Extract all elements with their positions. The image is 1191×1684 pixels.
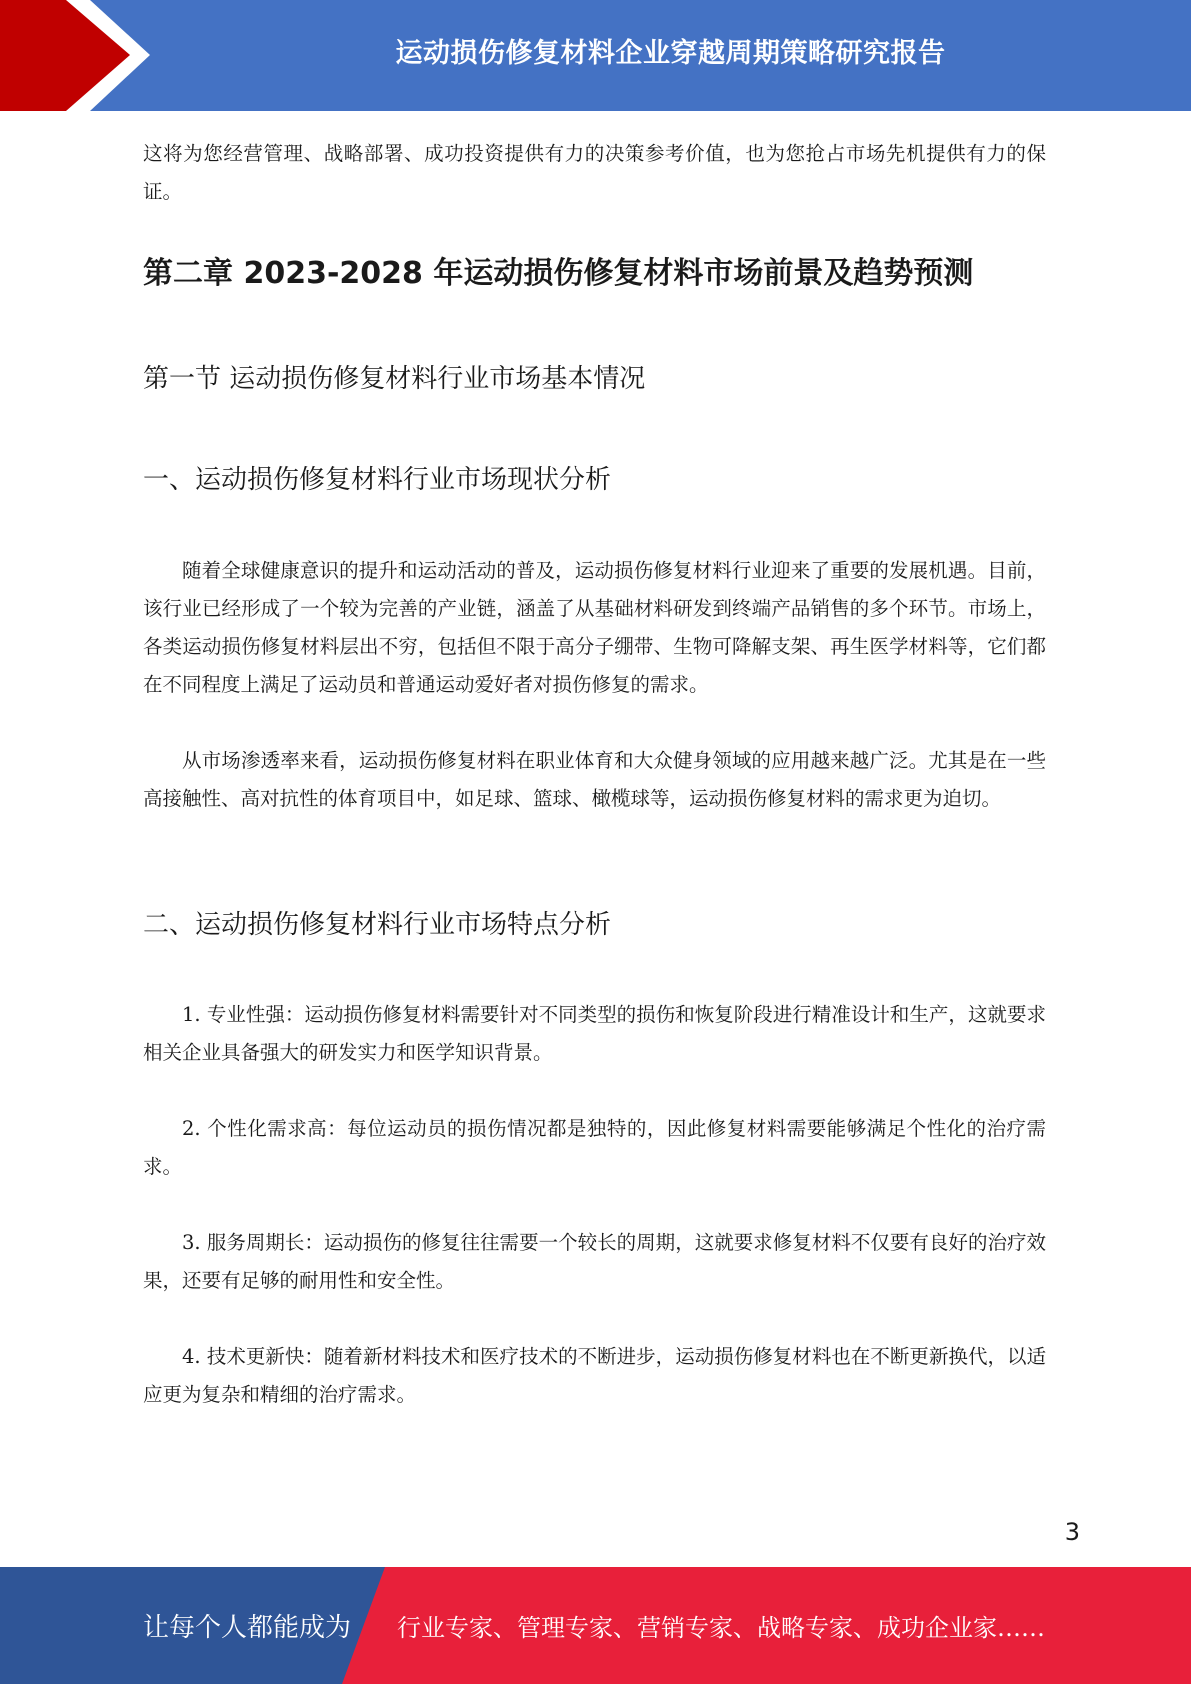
subsection-heading-features: 二、运动损伤修复材料行业市场特点分析	[143, 910, 612, 940]
report-title: 运动损伤修复材料企业穿越周期策略研究报告	[395, 37, 946, 69]
list-item-professional: 1. 专业性强：运动损伤修复材料需要针对不同类型的损伤和恢复阶段进行精准设计和生产，这就要求相关企业具备强大的研发实力和医学知识背景。	[143, 1003, 1046, 1064]
subsection-heading-status: 一、运动损伤修复材料行业市场现状分析	[143, 465, 612, 495]
chapter-heading: 第二章 2023-2028 年运动损伤修复材料市场前景及趋势预测	[143, 256, 974, 291]
intro-paragraph: 这将为您经营管理、战略部署、成功投资提供有力的决策参考价值，也为您抢占市场先机提供有力的保证。	[143, 142, 1046, 203]
page-header	[0, 0, 1191, 111]
header-chevron-decoration	[0, 0, 160, 111]
footer-slogan: 让每个人都能成为	[143, 1613, 352, 1643]
list-item-personalized: 2. 个性化需求高：每位运动员的损伤情况都是独特的，因此修复材料需要能够满足个性化的治疗需求。	[143, 1117, 1046, 1178]
section-heading: 第一节 运动损伤修复材料行业市场基本情况	[143, 364, 646, 394]
page-number: 3	[1064, 1518, 1080, 1546]
list-item-tech-update: 4. 技术更新快：随着新材料技术和医疗技术的不断进步，运动损伤修复材料也在不断更新换代，以适应更为复杂和精细的治疗需求。	[143, 1345, 1046, 1406]
paragraph-market-penetration: 从市场渗透率来看，运动损伤修复材料在职业体育和大众健身领域的应用越来越广泛。尤其是在一些高接触性、高对抗性的体育项目中，如足球、篮球、橄榄球等，运动损伤修复材料的需求更为迫切。	[143, 749, 1046, 810]
list-item-service-cycle: 3. 服务周期长：运动损伤的修复往往需要一个较长的周期，这就要求修复材料不仅要有良好的治疗效果，还要有足够的耐用性和安全性。	[143, 1231, 1046, 1292]
page-footer	[0, 1567, 1191, 1684]
footer-expert-list: 行业专家、管理专家、营销专家、战略专家、成功企业家……	[397, 1614, 1045, 1642]
paragraph-market-status: 随着全球健康意识的提升和运动活动的普及，运动损伤修复材料行业迎来了重要的发展机遇。目前，该行业已经形成了一个较为完善的产业链，涵盖了从基础材料研发到终端产品销售的多个环节。市场上，各类运动损伤修复材料层出不穷，包括但不限于高分子绷带、生物可降解支架、再生医学材料等，它们都在不同程度上满足了运动员和普通运动爱好者对损伤修复的需求。	[143, 559, 1046, 696]
